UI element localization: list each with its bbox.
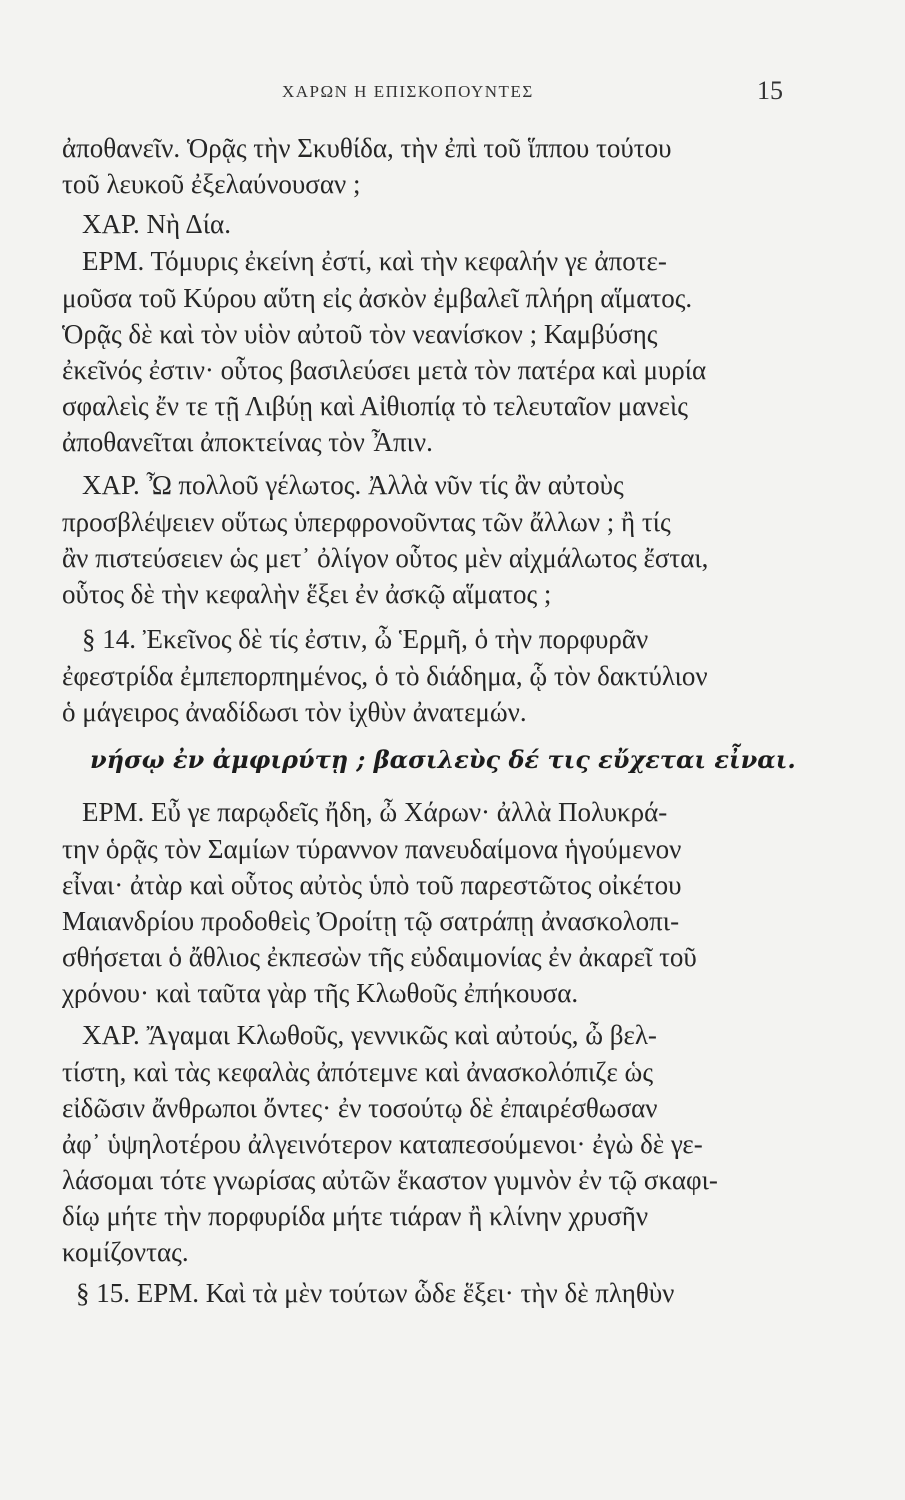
text-line-11: προσβλέψειεν οὕτως ὑπερφρονοῦντας τῶν ἄλλων ; ἢ τίς: [62, 507, 671, 537]
text-line-3: ΧΑΡ. Νὴ Δία.: [82, 209, 231, 239]
text-line-30: κομίζοντας.: [62, 1237, 189, 1267]
page-number: 15: [757, 76, 783, 105]
text-line-22: σθήσεται ὁ ἄθλιος ἐκπεσὼν τῆς εὐδαιμονίας ἐν ἀκαρεῖ τοῦ: [62, 942, 697, 972]
text-line-13: οὗτος δὲ τὴν κεφαλὴν ἕξει ἐν ἀσκῷ αἵματος ;: [62, 579, 552, 609]
text-line-7: ἐκεῖνός ἐστιν· οὗτος βασιλεύσει μετὰ τὸν πατέρα καὶ μυρία: [62, 355, 707, 385]
text-line-8: σφαλεὶς ἔν τε τῇ Λιβύῃ καὶ Αἰθιοπίᾳ τὸ τελευταῖον μανεὶς: [62, 391, 688, 421]
text-line-28: λάσομαι τότε γνωρίσας αὐτῶν ἕκαστον γυμνὸν ἐν τῷ σκαφι-: [62, 1165, 718, 1195]
text-line-18: ΕΡΜ. Εὖ γε παρῳδεῖς ἤδη, ὦ Χάρων· ἀλλὰ Πολυκρά-: [82, 797, 668, 827]
text-line-27: ἀφ᾽ ὑψηλοτέρου ἀλγεινότερον καταπεσούμενοι· ἐγὼ δὲ γε-: [62, 1129, 703, 1159]
text-line-25: τίστη, καὶ τὰς κεφαλὰς ἀπότεμνε καὶ ἀνασκολόπιζε ὡς: [62, 1057, 654, 1087]
text-line-1: ἀποθανεῖν. Ὁρᾷς τὴν Σκυθίδα, τὴν ἐπὶ τοῦ ἵππου τούτου: [62, 133, 672, 163]
text-line-9: ἀποθανεῖται ἀποκτείνας τὸν Ἆπιν.: [62, 427, 433, 457]
text-line-21: Μαιανδρίου προδοθεὶς Ὀροίτῃ τῷ σατράπῃ ἀνασκολοπι-: [62, 906, 680, 936]
text-line-5: μοῦσα τοῦ Κύρου αὕτη εἰς ἀσκὸν ἐμβαλεῖ πλήρη αἵματος.: [62, 283, 693, 313]
text-line-4: ΕΡΜ. Τόμυρις ἐκείνη ἐστί, καὶ τὴν κεφαλήν γε ἀποτε-: [82, 246, 667, 276]
text-line-16: ὁ μάγειρος ἀναδίδωσι τὸν ἰχθὺν ἀνατεμών.: [62, 697, 527, 727]
text-line-2: τοῦ λευκοῦ ἐξελαύνουσαν ;: [62, 169, 361, 199]
text-line-23: χρόνου· καὶ ταῦτα γὰρ τῆς Κλωθοῦς ἐπήκουσα.: [62, 978, 579, 1008]
text-line-10: ΧΑΡ. Ὦ πολλοῦ γέλωτος. Ἀλλὰ νῦν τίς ἂν αὐτοὺς: [82, 470, 624, 500]
text-line-12: ἂν πιστεύσειεν ὡς μετ᾽ ὀλίγον οὗτος μὲν αἰχμάλωτος ἔσται,: [62, 543, 709, 573]
page-header: [0, 76, 905, 106]
quoted-verse-line: νήσῳ ἐν ἀμφιρύτῃ ; βασιλεὺς δέ τις εὔχεται εἶναι.: [90, 745, 796, 774]
text-line-24: ΧΑΡ. Ἄγαμαι Κλωθοῦς, γεννικῶς καὶ αὐτούς, ὦ βελ-: [82, 1020, 657, 1050]
text-line-26: εἰδῶσιν ἄνθρωποι ὄντες· ἐν τοσούτῳ δὲ ἐπαιρέσθωσαν: [62, 1093, 658, 1123]
text-line-15: ἐφεστρίδα ἐμπεπορπημένος, ὁ τὸ διάδημα, ᾧ τὸν δακτύλιον: [62, 661, 708, 691]
text-line-14: § 14. Ἐκεῖνος δὲ τίς ἐστιν, ὦ Ἑρμῆ, ὁ τὴν πορφυρᾶν: [82, 624, 649, 654]
text-line-29: δίῳ μήτε τὴν πορφυρίδα μήτε τιάραν ἢ κλίνην χρυσῆν: [62, 1201, 649, 1231]
text-line-20: εἶναι· ἀτὰρ καὶ οὗτος αὐτὸς ὑπὸ τοῦ παρεστῶτος οἰκέτου: [62, 870, 682, 900]
text-line-31: § 15. ΕΡΜ. Καὶ τὰ μὲν τούτων ὧδε ἕξει· τὴν δὲ πληθὺν: [76, 1278, 675, 1308]
text-line-6: Ὁρᾷς δὲ καὶ τὸν υἱὸν αὐτοῦ τὸν νεανίσκον ; Καμβύσης: [62, 319, 658, 349]
text-line-19: την ὁρᾷς τὸν Σαμίων τύραννον πανευδαίμονα ἡγούμενον: [62, 834, 682, 864]
running-title: ΧΑΡΩΝ Η ΕΠΙΣΚΟΠΟΥΝΤΕΣ: [282, 82, 534, 101]
